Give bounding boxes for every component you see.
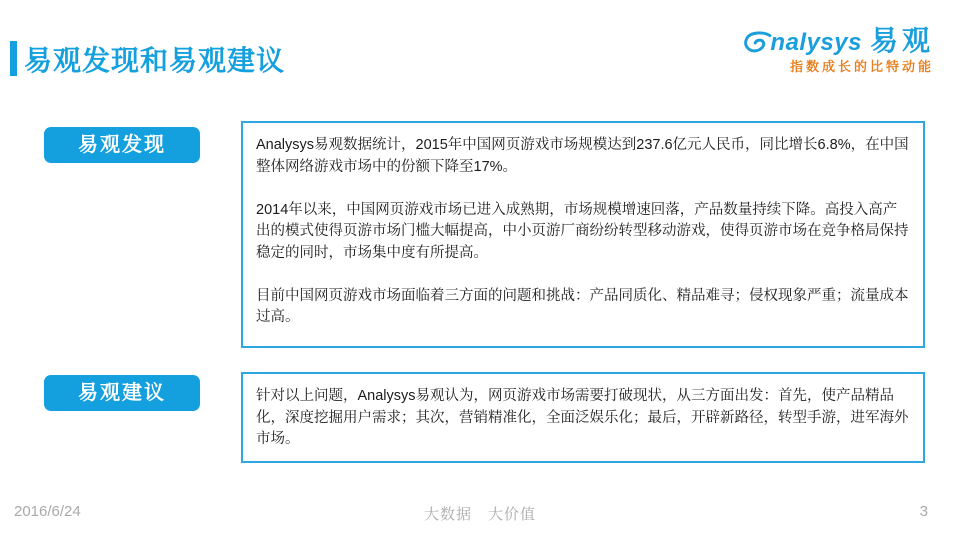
findings-label-badge: 易观发现 [44, 127, 200, 163]
advice-label-badge: 易观建议 [44, 375, 200, 411]
advice-paragraph: 针对以上问题，Analysys易观认为，网页游戏市场需要打破现状，从三方面出发：首先，使产品精品化，深度挖掘用户需求；其次，营销精准化，全面泛娱乐化；最后，开辟新路径，转型手游，进军海外市场。 [256, 388, 909, 447]
page-title: 易观发现和易观建议 [24, 45, 286, 76]
logo-cjk-text: 易观 [869, 25, 934, 56]
analysys-logo [742, 27, 934, 73]
footer-date: 2016/6/24 [14, 503, 81, 520]
advice-text-box [241, 372, 925, 463]
findings-paragraph: Analysys易观数据统计，2015年中国网页游戏市场规模达到237.6亿元人民币，同比增长6.8%，在中国整体网络游戏市场中的份额下降至17%。 [256, 137, 909, 175]
logo-latin-text: nalysys [770, 29, 862, 56]
findings-text-box [241, 121, 925, 348]
title-accent-bar [10, 41, 17, 76]
footer-motto: 大数据 大价值 [423, 506, 536, 523]
analysys-swoosh-icon [742, 31, 772, 55]
findings-paragraph: 目前中国网页游戏市场面临着三方面的问题和挑战：产品同质化、精品难寻；侵权现象严重；流量成本过高。 [256, 287, 909, 325]
logo-wordmark [742, 27, 934, 55]
findings-paragraph: 2014年以来，中国网页游戏市场已进入成熟期，市场规模增速回落，产品数量持续下降。高投入高产出的模式使得页游市场门槛大幅提高，中小页游厂商纷纷转型移动游戏，使得页游市场在竞争格局保持稳定的同时，市场集中度有所提高。 [256, 201, 909, 261]
logo-tagline: 指数成长的比特动能 [789, 59, 934, 74]
footer-page-number: 3 [919, 503, 928, 520]
